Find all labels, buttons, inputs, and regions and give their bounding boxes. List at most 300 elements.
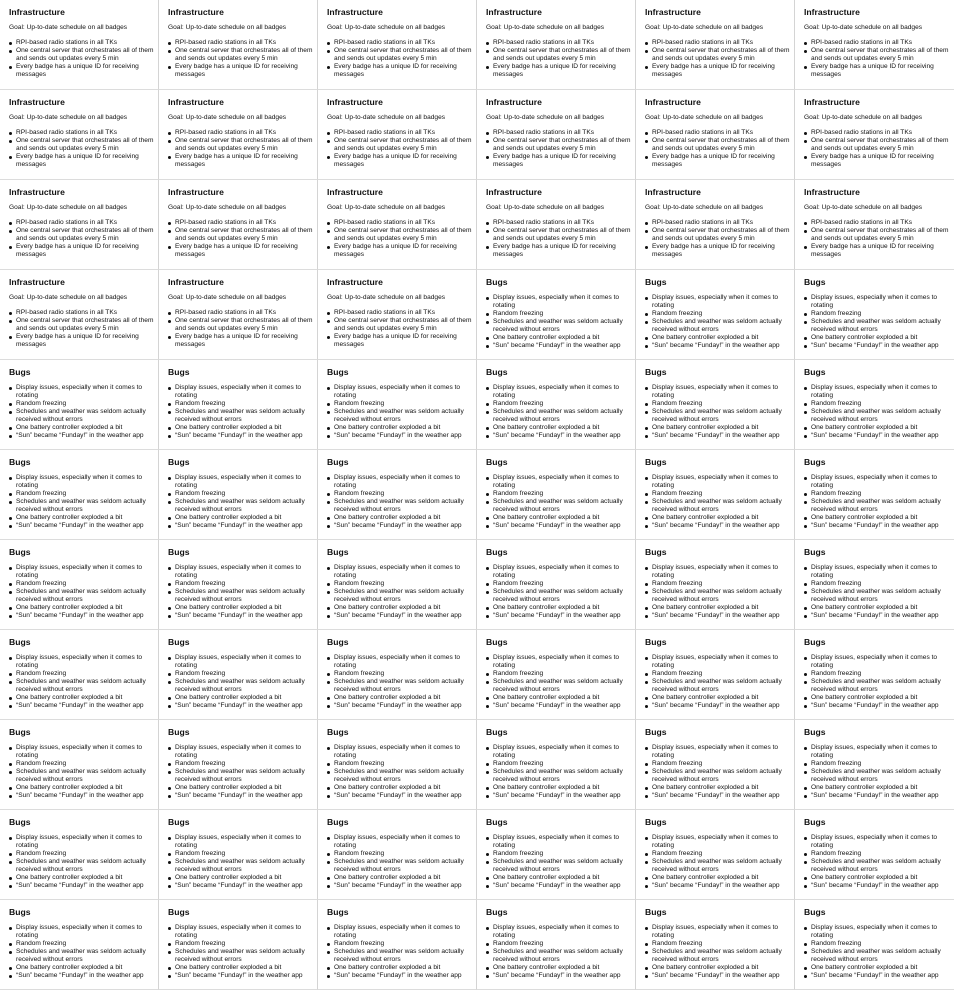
bullet-item: “Sun” became “Funday!” in the weather app [486,342,631,350]
bullet-item: Every badge has a unique ID for receiving messages [168,63,313,79]
slide-thumbnail-infrastructure[interactable] [159,90,318,180]
bullet-item: Random freezing [168,400,313,408]
bullet-item: Every badge has a unique ID for receiving messages [804,243,950,259]
bullet-item: One battery controller exploded a bit [804,694,950,702]
bullet-list [804,654,950,710]
slide-thumbnail-bugs[interactable] [477,450,636,540]
bullet-list [168,129,313,169]
bullet-item: One central server that orchestrates all of them and sends out updates every 5 min [486,47,631,63]
bullet-list [168,564,313,620]
bullet-item: Display issues, especially when it comes to rotating [168,654,313,670]
bullet-item: One central server that orchestrates all of them and sends out updates every 5 min [9,227,154,243]
bullet-item: One battery controller exploded a bit [327,784,472,792]
slide-title: Bugs [645,457,667,467]
slide-thumbnail-bugs[interactable] [795,360,954,450]
bullet-item: Display issues, especially when it comes to rotating [645,384,790,400]
bullet-list [327,834,472,890]
bullet-item: “Sun” became “Funday!” in the weather app [9,882,154,890]
slide-thumbnail-infrastructure[interactable] [0,180,159,270]
bullet-item: Random freezing [804,940,950,948]
slide-thumbnail-bugs[interactable] [318,900,477,990]
slide-thumbnail-infrastructure[interactable] [0,270,159,360]
bullet-item: RPI-based radio stations in all TKs [486,219,631,227]
bullet-item: One battery controller exploded a bit [645,514,790,522]
bullet-item: “Sun” became “Funday!” in the weather app [486,792,631,800]
bullet-item: One central server that orchestrates all of them and sends out updates every 5 min [168,47,313,63]
bullet-item: Random freezing [9,760,154,768]
slide-title: Infrastructure [486,7,542,17]
bullet-item: “Sun” became “Funday!” in the weather app [168,522,313,530]
bullet-item: “Sun” became “Funday!” in the weather app [327,522,472,530]
slide-title: Bugs [168,907,190,917]
bullet-item: Schedules and weather was seldom actually received without errors [486,858,631,874]
slide-thumbnail-bugs[interactable] [0,810,159,900]
slide-thumbnail-infrastructure[interactable] [159,0,318,90]
bullet-item: “Sun” became “Funday!” in the weather app [645,432,790,440]
slide-goal-text: Goal: Up-to-date schedule on all badges [9,24,128,31]
bullet-item: One central server that orchestrates all of them and sends out updates every 5 min [645,47,790,63]
bullet-item: Display issues, especially when it comes to rotating [804,294,950,310]
slide-goal-text: Goal: Up-to-date schedule on all badges [486,114,605,121]
bullet-item: “Sun” became “Funday!” in the weather app [804,882,950,890]
slide-title: Bugs [486,367,508,377]
slide-title: Bugs [645,817,667,827]
bullet-item: Random freezing [9,670,154,678]
bullet-list [168,309,313,349]
bullet-item: Random freezing [804,670,950,678]
bullet-item: Every badge has a unique ID for receiving messages [168,153,313,169]
slide-thumbnail-infrastructure[interactable] [159,270,318,360]
slide-title: Bugs [645,907,667,917]
bullet-item: Display issues, especially when it comes to rotating [645,924,790,940]
slide-thumbnail-infrastructure[interactable] [318,90,477,180]
bullet-list [327,474,472,530]
slide-thumbnail-infrastructure[interactable] [477,0,636,90]
bullet-item: Schedules and weather was seldom actually received without errors [804,768,950,784]
bullet-item: Schedules and weather was seldom actually received without errors [645,498,790,514]
bullet-item: Random freezing [486,850,631,858]
bullet-item: One central server that orchestrates all of them and sends out updates every 5 min [168,317,313,333]
bullet-item: One battery controller exploded a bit [9,514,154,522]
slide-thumbnail-infrastructure[interactable] [477,90,636,180]
slide-thumbnail-infrastructure[interactable] [0,90,159,180]
bullet-item: “Sun” became “Funday!” in the weather app [804,612,950,620]
bullet-item: Schedules and weather was seldom actually received without errors [804,588,950,604]
bullet-item: Schedules and weather was seldom actually received without errors [168,768,313,784]
bullet-item: Every badge has a unique ID for receiving messages [9,333,154,349]
slide-title: Bugs [327,457,349,467]
slide-title: Bugs [168,457,190,467]
bullet-item: Every badge has a unique ID for receiving messages [9,243,154,259]
bullet-item: Every badge has a unique ID for receiving messages [486,153,631,169]
bullet-item: One battery controller exploded a bit [804,784,950,792]
bullet-item: Random freezing [645,850,790,858]
bullet-item: “Sun” became “Funday!” in the weather app [804,342,950,350]
slide-thumbnail-infrastructure[interactable] [0,0,159,90]
slide-thumbnail-bugs[interactable] [636,810,795,900]
slide-title: Bugs [9,727,31,737]
slide-title: Bugs [645,637,667,647]
bullet-item: Schedules and weather was seldom actually received without errors [645,948,790,964]
bullet-list [486,294,631,350]
bullet-item: One central server that orchestrates all of them and sends out updates every 5 min [645,137,790,153]
bullet-item: Schedules and weather was seldom actually received without errors [645,768,790,784]
bullet-list [804,39,950,79]
bullet-item: RPI-based radio stations in all TKs [168,129,313,137]
bullet-list [327,654,472,710]
slide-thumbnail-bugs[interactable] [0,360,159,450]
bullet-item: “Sun” became “Funday!” in the weather app [486,612,631,620]
slide-title: Infrastructure [645,97,701,107]
slide-title: Infrastructure [804,97,860,107]
bullet-item: Random freezing [168,670,313,678]
slide-title: Bugs [804,907,826,917]
bullet-item: Schedules and weather was seldom actually received without errors [168,948,313,964]
bullet-list [645,294,790,350]
bullet-item: Display issues, especially when it comes to rotating [804,744,950,760]
bullet-item: Display issues, especially when it comes to rotating [645,744,790,760]
bullet-item: One central server that orchestrates all of them and sends out updates every 5 min [327,137,472,153]
slide-title: Bugs [9,457,31,467]
slide-thumbnail-bugs[interactable] [636,270,795,360]
bullet-item: One central server that orchestrates all of them and sends out updates every 5 min [9,137,154,153]
bullet-item: One central server that orchestrates all of them and sends out updates every 5 min [804,227,950,243]
bullet-list [9,834,154,890]
bullet-list [804,384,950,440]
bullet-item: “Sun” became “Funday!” in the weather app [804,972,950,980]
bullet-item: One battery controller exploded a bit [9,424,154,432]
bullet-item: Display issues, especially when it comes to rotating [9,744,154,760]
slide-title: Infrastructure [645,7,701,17]
bullet-item: One battery controller exploded a bit [804,604,950,612]
bullet-item: Random freezing [645,580,790,588]
bullet-item: One battery controller exploded a bit [486,964,631,972]
slide-thumbnail-bugs[interactable] [795,540,954,630]
bullet-item: Schedules and weather was seldom actually received without errors [804,318,950,334]
slide-title: Infrastructure [327,97,383,107]
slide-thumbnail-bugs[interactable] [159,450,318,540]
bullet-item: RPI-based radio stations in all TKs [9,309,154,317]
slide-thumbnail-infrastructure[interactable] [636,90,795,180]
bullet-item: Random freezing [804,400,950,408]
slide-title: Bugs [804,277,826,287]
bullet-item: Display issues, especially when it comes to rotating [486,654,631,670]
slide-goal-text: Goal: Up-to-date schedule on all badges [804,24,923,31]
bullet-item: “Sun” became “Funday!” in the weather app [645,342,790,350]
bullet-item: Random freezing [9,850,154,858]
bullet-list [486,474,631,530]
slide-thumbnail-bugs[interactable] [795,450,954,540]
bullet-item: “Sun” became “Funday!” in the weather app [486,972,631,980]
bullet-list [486,384,631,440]
slide-title: Bugs [9,637,31,647]
slide-thumbnail-bugs[interactable] [159,630,318,720]
slide-thumbnail-bugs[interactable] [0,630,159,720]
bullet-item: Display issues, especially when it comes to rotating [9,924,154,940]
bullet-item: Display issues, especially when it comes to rotating [645,654,790,670]
slide-goal-text: Goal: Up-to-date schedule on all badges [486,24,605,31]
slide-thumbnail-infrastructure[interactable] [318,270,477,360]
slide-thumbnail-bugs[interactable] [0,900,159,990]
slide-thumbnail-bugs[interactable] [318,720,477,810]
slide-thumbnail-bugs[interactable] [636,540,795,630]
slide-thumbnail-bugs[interactable] [159,360,318,450]
slide-thumbnail-bugs[interactable] [159,810,318,900]
bullet-item: RPI-based radio stations in all TKs [327,129,472,137]
bullet-item: One battery controller exploded a bit [9,694,154,702]
slide-thumbnail-bugs[interactable] [318,540,477,630]
bullet-item: Random freezing [168,760,313,768]
bullet-item: Every badge has a unique ID for receiving messages [327,63,472,79]
bullet-list [9,654,154,710]
bullet-item: One battery controller exploded a bit [168,604,313,612]
bullet-item: Every badge has a unique ID for receiving messages [327,153,472,169]
bullet-item: Every badge has a unique ID for receiving messages [645,63,790,79]
bullet-item: Random freezing [486,310,631,318]
bullet-item: Random freezing [486,490,631,498]
bullet-item: Random freezing [486,400,631,408]
bullet-list [327,564,472,620]
slide-thumbnail-bugs[interactable] [477,720,636,810]
bullet-item: Display issues, especially when it comes to rotating [327,924,472,940]
slide-goal-text: Goal: Up-to-date schedule on all badges [168,24,287,31]
bullet-item: “Sun” became “Funday!” in the weather app [645,522,790,530]
bullet-item: Random freezing [804,310,950,318]
slide-title: Bugs [9,367,31,377]
slide-thumbnail-infrastructure[interactable] [159,180,318,270]
slide-thumbnail-bugs[interactable] [159,720,318,810]
bullet-list [645,924,790,980]
bullet-list [168,384,313,440]
bullet-item: Display issues, especially when it comes to rotating [486,834,631,850]
bullet-item: Random freezing [645,310,790,318]
slide-title: Infrastructure [168,7,224,17]
slide-thumbnail-bugs[interactable] [636,720,795,810]
slide-thumbnail-bugs[interactable] [0,450,159,540]
bullet-item: Every badge has a unique ID for receiving messages [645,243,790,259]
slide-goal-text: Goal: Up-to-date schedule on all badges [327,24,446,31]
slide-thumbnail-infrastructure[interactable] [636,180,795,270]
bullet-item: Random freezing [804,490,950,498]
slide-title: Infrastructure [486,187,542,197]
bullet-list [9,39,154,79]
slide-thumbnail-bugs[interactable] [477,630,636,720]
bullet-list [486,744,631,800]
bullet-list [645,219,790,259]
bullet-item: “Sun” became “Funday!” in the weather app [486,882,631,890]
bullet-item: “Sun” became “Funday!” in the weather app [804,792,950,800]
bullet-item: One battery controller exploded a bit [168,424,313,432]
bullet-list [168,924,313,980]
bullet-list [9,744,154,800]
bullet-item: One battery controller exploded a bit [327,604,472,612]
slide-thumbnail-bugs[interactable] [795,720,954,810]
bullet-item: Display issues, especially when it comes to rotating [804,564,950,580]
slide-thumbnail-infrastructure[interactable] [318,0,477,90]
slide-thumbnail-bugs[interactable] [477,900,636,990]
slide-thumbnail-bugs[interactable] [0,540,159,630]
bullet-item: Schedules and weather was seldom actually received without errors [9,858,154,874]
bullet-item: “Sun” became “Funday!” in the weather app [327,702,472,710]
slide-thumbnail-bugs[interactable] [318,630,477,720]
slide-thumbnail-bugs[interactable] [636,450,795,540]
slide-thumbnail-bugs[interactable] [318,360,477,450]
slide-goal-text: Goal: Up-to-date schedule on all badges [9,294,128,301]
bullet-item: Every badge has a unique ID for receiving messages [168,243,313,259]
slide-title: Infrastructure [327,187,383,197]
bullet-list [804,129,950,169]
slide-thumbnail-bugs[interactable] [318,450,477,540]
bullet-item: “Sun” became “Funday!” in the weather app [804,522,950,530]
bullet-list [486,219,631,259]
bullet-item: One battery controller exploded a bit [168,694,313,702]
slide-thumbnail-bugs[interactable] [159,540,318,630]
bullet-item: Schedules and weather was seldom actually received without errors [9,678,154,694]
bullet-item: Display issues, especially when it comes to rotating [486,924,631,940]
bullet-item: One battery controller exploded a bit [804,874,950,882]
slide-thumbnail-infrastructure[interactable] [636,0,795,90]
slide-thumbnail-infrastructure[interactable] [795,0,954,90]
bullet-item: Random freezing [327,760,472,768]
bullet-item: Schedules and weather was seldom actually received without errors [645,588,790,604]
bullet-item: One battery controller exploded a bit [486,604,631,612]
bullet-item: RPI-based radio stations in all TKs [9,39,154,47]
bullet-item: Every badge has a unique ID for receiving messages [9,63,154,79]
bullet-list [645,564,790,620]
bullet-item: RPI-based radio stations in all TKs [486,39,631,47]
bullet-item: Display issues, especially when it comes to rotating [9,474,154,490]
slide-title: Bugs [327,817,349,827]
slide-thumbnail-bugs[interactable] [318,810,477,900]
bullet-item: Display issues, especially when it comes to rotating [327,654,472,670]
bullet-item: Random freezing [327,490,472,498]
bullet-item: Display issues, especially when it comes to rotating [804,834,950,850]
slide-thumbnail-bugs[interactable] [0,720,159,810]
bullet-item: Random freezing [645,760,790,768]
bullet-item: Random freezing [9,580,154,588]
slide-thumbnail-infrastructure[interactable] [318,180,477,270]
bullet-item: RPI-based radio stations in all TKs [9,219,154,227]
slide-goal-text: Goal: Up-to-date schedule on all badges [804,114,923,121]
bullet-item: Schedules and weather was seldom actually received without errors [804,408,950,424]
bullet-list [168,474,313,530]
slide-title: Bugs [168,817,190,827]
bullet-item: One battery controller exploded a bit [645,424,790,432]
slide-title: Bugs [168,547,190,557]
slide-title: Infrastructure [327,277,383,287]
slide-title: Bugs [645,547,667,557]
slide-title: Bugs [486,727,508,737]
slide-thumbnail-bugs[interactable] [159,900,318,990]
bullet-item: One battery controller exploded a bit [645,964,790,972]
bullet-item: One battery controller exploded a bit [486,784,631,792]
bullet-item: One battery controller exploded a bit [486,514,631,522]
bullet-item: “Sun” became “Funday!” in the weather app [9,612,154,620]
bullet-item: Every badge has a unique ID for receiving messages [327,243,472,259]
bullet-item: Schedules and weather was seldom actually received without errors [645,678,790,694]
bullet-item: Schedules and weather was seldom actually received without errors [327,678,472,694]
bullet-item: Schedules and weather was seldom actually received without errors [804,498,950,514]
slide-title: Bugs [486,547,508,557]
slide-title: Infrastructure [168,97,224,107]
bullet-item: One battery controller exploded a bit [9,784,154,792]
bullet-item: Random freezing [168,490,313,498]
bullet-item: Random freezing [9,490,154,498]
bullet-item: One central server that orchestrates all of them and sends out updates every 5 min [486,227,631,243]
slide-goal-text: Goal: Up-to-date schedule on all badges [327,114,446,121]
bullet-list [645,384,790,440]
bullet-item: Schedules and weather was seldom actually received without errors [327,858,472,874]
slide-title: Bugs [486,637,508,647]
slide-goal-text: Goal: Up-to-date schedule on all badges [9,204,128,211]
bullet-item: Schedules and weather was seldom actually received without errors [327,768,472,784]
slide-thumbnail-bugs[interactable] [795,630,954,720]
slide-title: Bugs [327,547,349,557]
slide-title: Bugs [804,727,826,737]
bullet-item: “Sun” became “Funday!” in the weather app [804,702,950,710]
slide-thumbnail-bugs[interactable] [636,900,795,990]
bullet-list [168,39,313,79]
slide-thumbnail-bugs[interactable] [636,360,795,450]
bullet-item: One battery controller exploded a bit [804,334,950,342]
slide-thumbnail-bugs[interactable] [477,540,636,630]
bullet-item: One central server that orchestrates all of them and sends out updates every 5 min [327,47,472,63]
bullet-item: Random freezing [486,760,631,768]
bullet-item: One battery controller exploded a bit [168,874,313,882]
bullet-list [9,564,154,620]
bullet-item: Random freezing [168,940,313,948]
bullet-item: “Sun” became “Funday!” in the weather app [168,612,313,620]
bullet-item: Schedules and weather was seldom actually received without errors [9,408,154,424]
slide-goal-text: Goal: Up-to-date schedule on all badges [804,204,923,211]
slide-thumbnail-bugs[interactable] [477,810,636,900]
bullet-list [804,564,950,620]
bullet-item: Display issues, especially when it comes to rotating [168,924,313,940]
slide-thumbnail-bugs[interactable] [477,270,636,360]
bullet-item: Schedules and weather was seldom actually received without errors [645,408,790,424]
bullet-item: One battery controller exploded a bit [645,784,790,792]
slide-thumbnail-bugs[interactable] [477,360,636,450]
slide-thumbnail-bugs[interactable] [795,270,954,360]
bullet-item: Display issues, especially when it comes to rotating [168,564,313,580]
slide-thumbnail-infrastructure[interactable] [795,180,954,270]
bullet-item: One central server that orchestrates all of them and sends out updates every 5 min [168,137,313,153]
bullet-item: One central server that orchestrates all of them and sends out updates every 5 min [486,137,631,153]
slide-title: Bugs [9,547,31,557]
bullet-item: Display issues, especially when it comes to rotating [486,564,631,580]
slide-thumbnail-bugs[interactable] [795,900,954,990]
bullet-item: Schedules and weather was seldom actually received without errors [168,678,313,694]
slide-thumbnail-infrastructure[interactable] [477,180,636,270]
bullet-item: One central server that orchestrates all of them and sends out updates every 5 min [9,317,154,333]
bullet-item: “Sun” became “Funday!” in the weather app [168,432,313,440]
slide-thumbnail-bugs[interactable] [636,630,795,720]
bullet-item: Schedules and weather was seldom actually received without errors [168,498,313,514]
bullet-item: One battery controller exploded a bit [327,874,472,882]
bullet-list [804,744,950,800]
bullet-item: “Sun” became “Funday!” in the weather app [168,882,313,890]
slide-thumbnail-infrastructure[interactable] [795,90,954,180]
bullet-item: Schedules and weather was seldom actually received without errors [168,858,313,874]
slide-thumbnail-bugs[interactable] [795,810,954,900]
bullet-item: Display issues, especially when it comes to rotating [327,384,472,400]
bullet-item: One central server that orchestrates all of them and sends out updates every 5 min [327,227,472,243]
bullet-item: RPI-based radio stations in all TKs [645,219,790,227]
bullet-item: Random freezing [486,670,631,678]
bullet-item: One central server that orchestrates all of them and sends out updates every 5 min [645,227,790,243]
bullet-list [804,924,950,980]
bullet-item: RPI-based radio stations in all TKs [804,219,950,227]
